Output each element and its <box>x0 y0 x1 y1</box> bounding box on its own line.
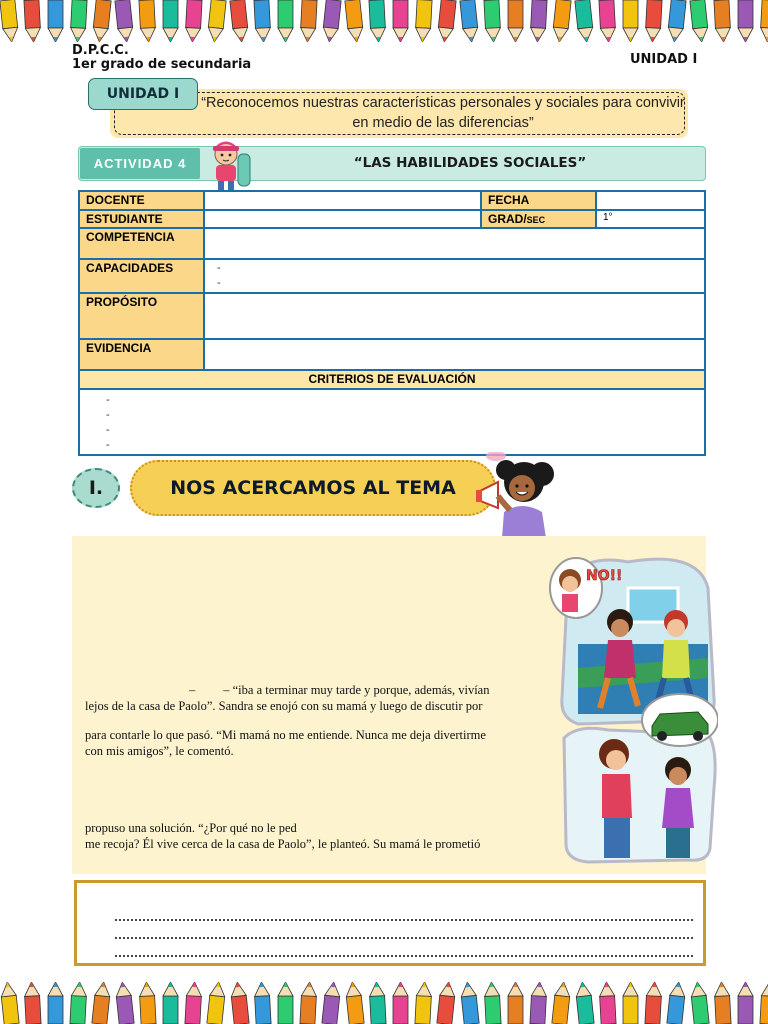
pencil-icon <box>300 982 317 1024</box>
pencil-icon <box>185 982 202 1024</box>
pencil-icon <box>599 0 616 42</box>
criterio-item: - <box>106 394 110 406</box>
pencil-icon <box>760 982 768 1024</box>
grado-label-sec: SEC <box>526 215 546 225</box>
grado-label-main: GRAD/ <box>488 212 527 226</box>
grado-field[interactable]: 1° <box>596 210 705 228</box>
pencil-icon <box>437 0 456 42</box>
story-line-2: lejos de la casa de Paolo”. Sandra se enojó con su mamá y luego de discutir por <box>85 699 483 713</box>
pencil-icon <box>163 982 178 1024</box>
pencil-icon <box>345 982 364 1024</box>
pencil-icon <box>230 982 249 1024</box>
story-line-3: para contarle lo que pasó. “Mi mamá no me entiende. Nunca me deja divertirme <box>85 728 486 742</box>
fecha-label: FECHA <box>481 191 596 210</box>
criterio-item: - <box>106 439 110 451</box>
docente-label: DOCENTE <box>79 191 204 210</box>
pencil-icon <box>667 0 686 42</box>
pencil-icon <box>623 0 638 42</box>
pencil-icon <box>760 0 768 42</box>
pencil-icon <box>300 0 317 42</box>
capacidad-item: - <box>217 277 221 289</box>
pencil-icon <box>322 982 341 1024</box>
grado-label <box>481 210 596 228</box>
pencil-icon <box>508 982 523 1024</box>
pencil-icon <box>393 982 408 1024</box>
pencil-icon <box>484 0 501 42</box>
activity-info-table <box>78 190 706 456</box>
pencil-icon <box>139 0 156 42</box>
pencil-icon <box>415 0 432 42</box>
pencil-icon <box>460 982 479 1024</box>
pencil-icon <box>690 0 709 42</box>
competencia-label: COMPETENCIA <box>79 228 204 259</box>
org-name: D.P.C.C. <box>72 43 129 58</box>
student-cartoon-icon <box>204 138 256 192</box>
pencil-icon <box>48 0 63 42</box>
grade-label: 1er grado de secundaria <box>72 57 252 72</box>
pencil-icon <box>24 982 41 1024</box>
answer-box[interactable] <box>74 880 706 966</box>
pencil-icon <box>185 0 202 42</box>
capacidades-field[interactable] <box>204 259 705 293</box>
criterios-field[interactable] <box>79 389 705 455</box>
criterio-item: - <box>106 409 110 421</box>
unit-label-right: UNIDAD I <box>630 52 698 67</box>
activity-tag: ACTIVIDAD 4 <box>80 148 200 179</box>
pencil-icon <box>714 982 731 1024</box>
pencil-icon <box>530 0 547 42</box>
pencil-icon <box>0 982 19 1024</box>
activity-title: “LAS HABILIDADES SOCIALES” <box>353 155 587 171</box>
estudiante-label: ESTUDIANTE <box>79 210 204 228</box>
pencil-border-bottom <box>0 982 768 1024</box>
pencil-icon <box>599 982 616 1024</box>
pencil-icon <box>575 982 594 1024</box>
story-dash: – <box>189 683 196 697</box>
pencil-icon <box>92 0 111 42</box>
pencil-icon <box>552 982 571 1024</box>
pencil-icon <box>369 0 386 42</box>
pencil-icon <box>738 0 753 42</box>
pencil-icon <box>254 982 271 1024</box>
estudiante-field[interactable] <box>204 210 481 228</box>
pencil-icon <box>415 982 432 1024</box>
pencil-icon <box>278 0 293 42</box>
story-line-1: – “iba a terminar muy tarde y porque, además, vivían <box>223 683 490 697</box>
answer-line-3[interactable] <box>115 945 693 957</box>
pencil-border-bottom-art <box>0 982 768 1024</box>
criterios-header: CRITERIOS DE EVALUACIÓN <box>79 370 705 389</box>
pencil-icon <box>115 0 134 42</box>
pencil-icon <box>623 982 638 1024</box>
pencil-icon <box>92 982 111 1024</box>
pencil-icon <box>278 982 293 1024</box>
proposito-field[interactable] <box>204 293 705 339</box>
docente-field[interactable] <box>204 191 481 210</box>
pencil-icon <box>0 0 19 42</box>
evidencia-field[interactable] <box>204 339 705 370</box>
pencil-icon <box>437 982 456 1024</box>
pencil-icon <box>369 982 386 1024</box>
story-line-6: me recoja? Él vive cerca de la casa de Paolo”, le planteó. Su mamá le prometió <box>85 837 481 851</box>
pencil-border-top <box>0 0 768 42</box>
pencil-icon <box>690 982 709 1024</box>
answer-line-1[interactable] <box>115 909 693 921</box>
capacidad-item: - <box>217 262 221 274</box>
pencil-icon <box>530 982 547 1024</box>
pencil-icon <box>24 0 41 42</box>
criterio-item: - <box>106 424 110 436</box>
pencil-icon <box>645 982 662 1024</box>
pencil-icon <box>714 0 731 42</box>
pencil-icon <box>508 0 523 42</box>
capacidades-label: CAPACIDADES <box>79 259 204 293</box>
pencil-icon <box>667 982 686 1024</box>
pencil-icon <box>230 0 249 42</box>
pencil-icon <box>207 0 226 42</box>
pencil-icon <box>254 0 271 42</box>
pencil-icon <box>738 982 753 1024</box>
pencil-icon <box>322 0 341 42</box>
unit-title-text: “Reconocemos nuestras características personales y sociales para convivir en medio de las diferencias” <box>201 95 685 131</box>
pencil-icon <box>484 982 501 1024</box>
competencia-field[interactable] <box>204 228 705 259</box>
page-header-left <box>72 44 251 72</box>
pencil-icon <box>48 982 63 1024</box>
pencil-icon <box>393 0 408 42</box>
story-line <box>85 682 545 698</box>
girl-megaphone-icon <box>476 452 572 538</box>
speech-no-text: NO!! <box>586 568 623 584</box>
unit-tag: UNIDAD I <box>88 78 198 110</box>
pencil-icon <box>139 982 156 1024</box>
pencil-icon <box>70 982 87 1024</box>
proposito-label: PROPÓSITO <box>79 293 204 339</box>
pencil-icon <box>207 982 226 1024</box>
section-number: I. <box>72 468 120 508</box>
pencil-icon <box>163 0 178 42</box>
pencil-icon <box>345 0 364 42</box>
story-line-4: con mis amigos”, le comentó. <box>85 744 234 758</box>
pencil-border-top-art <box>0 0 768 42</box>
pencil-icon <box>575 0 594 42</box>
comic-illustration <box>548 548 718 868</box>
fecha-field[interactable] <box>596 191 705 210</box>
story-line-5: propuso una solución. “¿Por qué no le ped <box>85 821 297 835</box>
pencil-icon <box>552 0 571 42</box>
pencil-icon <box>460 0 479 42</box>
section-title: NOS ACERCAMOS AL TEMA <box>170 477 456 499</box>
answer-line-2[interactable] <box>115 927 693 939</box>
pencil-icon <box>645 0 662 42</box>
evidencia-label: EVIDENCIA <box>79 339 204 370</box>
pencil-icon <box>70 0 87 42</box>
pencil-icon <box>115 982 134 1024</box>
